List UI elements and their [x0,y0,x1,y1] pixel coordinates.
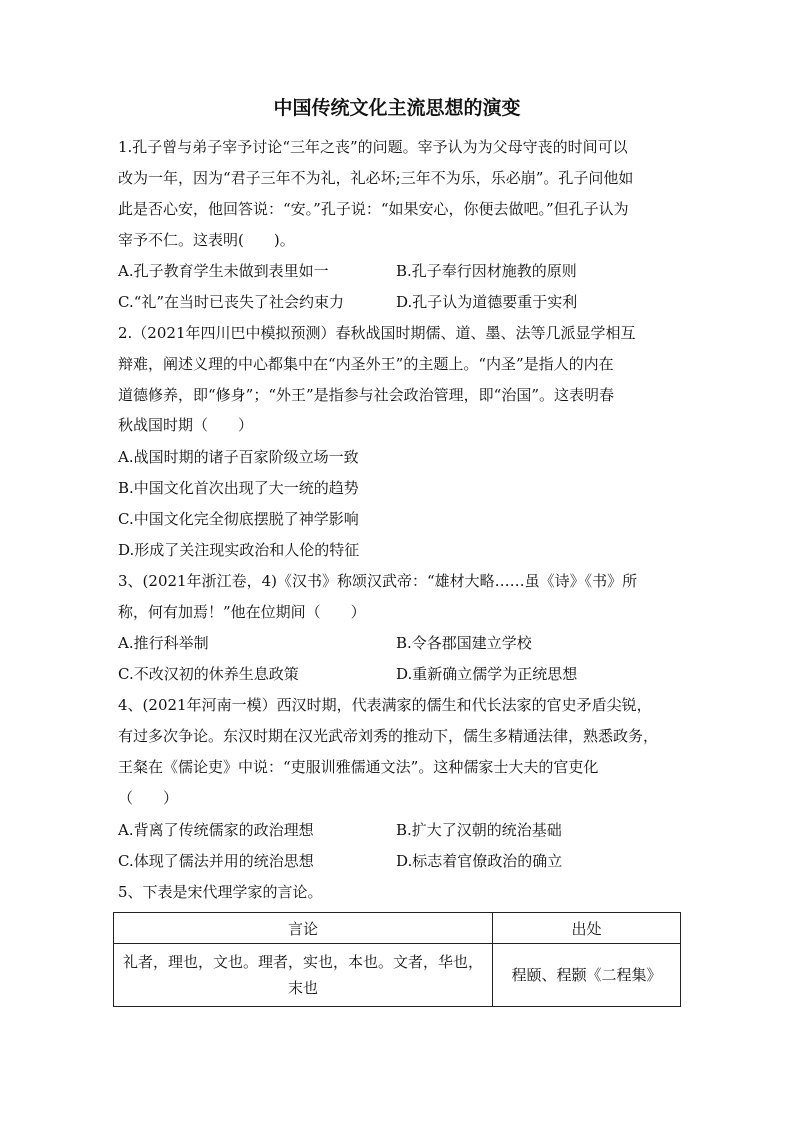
question-3-option-b[interactable]: B.令各郡国建立学校 [396,634,532,652]
question-1-option-b[interactable]: B.孔子奉行因材施教的原则 [396,262,577,280]
quote-table [113,912,681,1007]
question-2-line-1: 2.（2021年四川巴中模拟预测）春秋战国时期儒、道、墨、法等几派显学相互 [118,324,636,342]
table-cell-quote [114,944,493,1007]
question-5-intro: 5、下表是宋代理学家的言论。 [118,883,323,901]
quote-line-2: 末也 [287,979,318,997]
question-2-line-2: 辩难，阐述义理的中心都集中在“内圣外王”的主题上。“内圣”是指人的内在 [118,355,614,373]
question-3-line-1: 3、(2021年浙江卷，4)《汉书》称颂汉武帝：“雄材大略……虽《诗》《书》所 [118,572,638,590]
question-4-line-3: 王粲在《儒论吏》中说：“吏服训雅儒通文法”。这种儒家士大夫的官吏化 [118,758,599,776]
question-2-line-4: 秋战国时期（ ） [118,416,254,434]
question-3-option-a[interactable]: A.推行科举制 [118,634,209,652]
question-4-option-a[interactable]: A.背离了传统儒家的政治理想 [118,821,314,839]
question-2-line-3: 道德修养，即“修身”；“外王”是指参与社会政治管理，即“治国”。这表明春 [118,386,615,404]
question-4-line-1: 4、(2021年河南一模）西汉时期，代表满家的儒生和代长法家的官史矛盾尖锐， [118,696,652,714]
quote-line-1: 礼者，理也，文也。理者，实也，本也。文者，华也， [122,953,483,971]
question-1-line-3: 此是否心安，他回答说：“安。”孔子说：“如果安心，你便去做吧。”但孔子认为 [118,200,629,218]
question-1-line-2: 改为一年，因为“君子三年不为礼，礼必坏;三年不为乐，乐必崩”。孔子问他如 [118,169,634,187]
question-1-line-4: 宰予不仁。这表明( )。 [118,231,295,249]
question-2-option-c[interactable]: C.中国文化完全彻底摆脱了神学影响 [118,510,359,528]
question-1-option-c[interactable]: C.“礼”在当时已丧失了社会约束力 [118,293,345,311]
question-2-option-b[interactable]: B.中国文化首次出现了大一统的趋势 [118,479,359,497]
question-2-option-a[interactable]: A.战国时期的诸子百家阶级立场一致 [118,448,359,466]
question-4-option-d[interactable]: D.标志着官僚政治的确立 [396,852,563,870]
question-2-option-d[interactable]: D.形成了关注现实政治和人伦的特征 [118,541,360,559]
table-header-source: 出处 [493,913,681,944]
question-1-option-a[interactable]: A.孔子教育学生未做到表里如一 [118,262,329,280]
question-3-line-2: 称，何有加焉！”他在位期间（ ） [118,603,366,621]
question-1-option-d[interactable]: D.孔子认为道德要重于实利 [396,293,578,311]
question-4-line-2: 有过多次争论。东汉时期在汉光武帝刘秀的推动下，儒生多精通法律，熟悉政务， [118,727,659,745]
document-title: 中国传统文化主流思想的演变 [273,97,521,119]
question-1-line-1: 1.孔子曾与弟子宰予讨论“三年之丧”的问题。宰予认为为父母守丧的时间可以 [118,138,628,156]
table-header-quote: 言论 [114,913,493,944]
question-4-option-b[interactable]: B.扩大了汉朝的统治基础 [396,821,562,839]
question-3-option-c[interactable]: C.不改汉初的休养生息政策 [118,665,299,683]
table-row [114,944,681,1007]
table-cell-source: 程颐、程颢《二程集》 [493,944,681,1007]
question-4-option-c[interactable]: C.体现了儒法并用的统治思想 [118,852,314,870]
question-4-line-4: （ ） [118,789,179,807]
table-header-row [114,913,681,944]
question-3-option-d[interactable]: D.重新确立儒学为正统思想 [396,665,578,683]
